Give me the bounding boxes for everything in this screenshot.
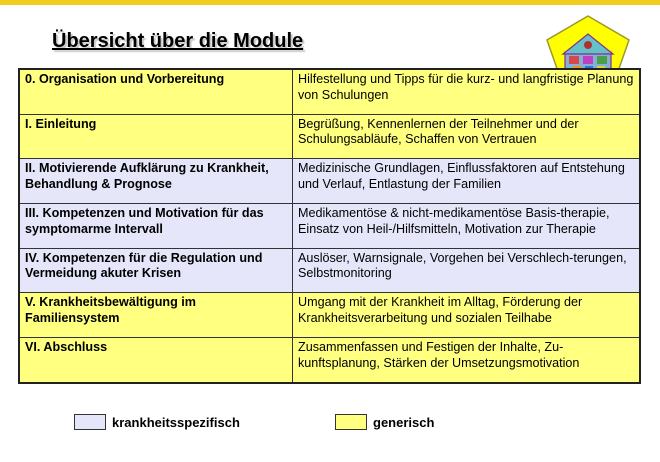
modules-table: [18, 68, 641, 384]
module-name: VI. Abschluss: [19, 338, 293, 383]
legend-specific-swatch: [74, 414, 106, 430]
legend-specific-label: krankheitsspezifisch: [112, 414, 240, 430]
legend-generic-swatch: [335, 414, 367, 430]
module-row: [19, 69, 640, 114]
module-description: Medizinische Grundlagen, Einflussfaktoren auf Entstehung und Verlauf, Entlastung der Familien: [293, 159, 641, 204]
top-accent-bar: [0, 0, 660, 5]
module-description: Zusammenfassen und Festigen der Inhalte, Zu-kunftsplanung, Stärken der Umsetzungsmotivation: [293, 338, 641, 383]
legend-specific: [74, 413, 240, 431]
module-name: V. Krankheitsbewältigung im Familiensystem: [19, 293, 293, 338]
legend-generic-label: generisch: [373, 414, 435, 430]
module-name: 0. Organisation und Vorbereitung: [19, 69, 293, 114]
legend-generic: [335, 413, 434, 431]
module-row: [19, 159, 640, 204]
module-name: II. Motivierende Aufklärung zu Krankheit, Behandlung & Prognose: [19, 159, 293, 204]
module-row: [19, 248, 640, 293]
module-row: [19, 338, 640, 383]
module-row: [19, 204, 640, 249]
module-description: Umgang mit der Krankheit im Alltag, Förderung der Krankheitsverarbeitung und sozialen Teilhabe: [293, 293, 641, 338]
module-name: IV. Kompetenzen für die Regulation und Vermeidung akuter Krisen: [19, 248, 293, 293]
page-title: Übersicht über die Module: [52, 30, 304, 52]
module-row: [19, 114, 640, 159]
module-name: I. Einleitung: [19, 114, 293, 159]
module-description: Medikamentöse & nicht-medikamentöse Basis-therapie, Einsatz von Heil-/Hilfsmitteln, Motivation zur Therapie: [293, 204, 641, 249]
module-description: Auslöser, Warnsignale, Vorgehen bei Verschlech-terungen, Selbstmonitoring: [293, 248, 641, 293]
module-row: [19, 293, 640, 338]
module-description: Hilfestellung und Tipps für die kurz- und langfristige Planung von Schulungen: [293, 69, 641, 114]
module-description: Begrüßung, Kennenlernen der Teilnehmer und der Schulungsabläufe, Schaffen von Vertrauen: [293, 114, 641, 159]
module-name: III. Kompetenzen und Motivation für das symptomarme Intervall: [19, 204, 293, 249]
